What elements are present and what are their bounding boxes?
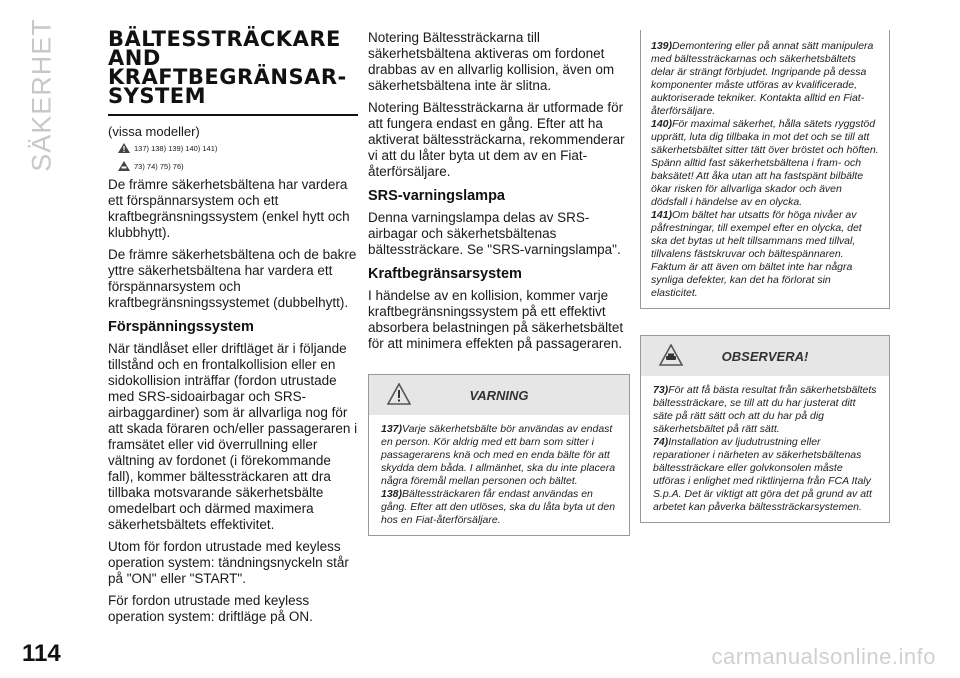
car-triangle-icon: [659, 344, 683, 366]
paragraph: Denna varningslampa delas av SRS-airbagar och säkerhetsbältenas bältessträckare. Se "SRS-varningslampa".: [368, 210, 621, 257]
title-line: SYSTEM: [108, 84, 207, 108]
title-line: AND: [108, 46, 161, 70]
observe-note: 73)För att få bästa resultat från säkerhetsbältets bältessträckare, se till att du har justerat ditt säte på rätt sätt och att du har på dig säkerhetsbältet på rätt sätt.: [653, 384, 877, 435]
observe-refs: [118, 161, 358, 171]
paragraph: De främre säkerhetsbältena och de bakre yttre säkerhetsbältena har vardera ett förspännarsystem och kraftbegränsningssystemet (dubbelhytt).: [108, 247, 357, 310]
observe-body: [641, 376, 889, 522]
page-title: [108, 27, 358, 116]
observe-note: 74)Installation av ljudutrustning eller reparationer i närheten av säkerhetsbältenas bältessträckare eller golvkonsolen måste utföras i enlighet med riktlinjerna från FCA Italy S.p.A. Det är viktigt att göra det på grund av att arbetet kan påverka bältessträckarsystemen.: [653, 436, 872, 513]
column-3: [640, 30, 890, 523]
warning-refs-text: 137) 138) 139) 140) 141): [134, 143, 218, 153]
warning-note: 140)För maximal säkerhet, hålla sätets ryggstöd upprätt, luta dig tillbaka in mot det och se till att säkerhetsbältet sitter tätt över bröstet och höften. Spänn alltid fast säkerhetsbältena i fram- och baksätet! Att åka utan att ha fastspänt bilbälte ökar risken för allvarliga skador och även dödsfall i händelse av en olycka.: [651, 118, 879, 208]
title-line: KRAFTBEGRÄNSAR-: [108, 65, 347, 89]
observe-title: OBSERVERA!: [721, 348, 809, 364]
warning-note: 139)Demontering eller på annat sätt manipulera med bältessträckarnas och säkerhetsbältets delar är strängt förbjudet. Ingripande på dessa komponenter måste utföras av kvalificerade, auktoriserade tekniker. Kontakta alltid en Fiat-återförsäljare.: [651, 40, 874, 117]
page-number: 114: [22, 640, 61, 667]
observe-header: [641, 336, 889, 376]
paragraph: Notering Bältessträckarna är utformade för att fungera endast en gång. Efter att ha aktiverat bältessträckarna, rekommenderar vi att du låter byta ut dem av en Fiat-återförsäljare.: [368, 100, 625, 179]
warning-refs: [118, 143, 358, 153]
warning-body: [369, 415, 629, 535]
column-2: [368, 30, 630, 536]
watermark: carmanualsonline.info: [711, 644, 936, 669]
column-1: [108, 27, 358, 625]
warning-triangle-icon: [387, 383, 411, 405]
paragraph: Notering Bältessträckarna till säkerhetsbältena aktiveras om fordonet drabbas av en allvarlig kollision, även om säkerhetsbältena inte är slitna.: [368, 30, 615, 93]
warning-box: [368, 374, 630, 536]
observe-box: [640, 335, 890, 523]
subheading-srs-lamp: SRS-varningslampa: [368, 188, 505, 204]
model-note: (vissa modeller): [108, 124, 200, 139]
paragraph: I händelse av en kollision, kommer varje kraftbegränsningssystem på ett effektivt absorbera belastningen på säkerhetsbältet för att minimera effekten på passageraren.: [368, 288, 624, 351]
section-label: SÄKERHET: [26, 18, 57, 172]
subheading-force-limiter: Kraftbegränsarsystem: [368, 266, 522, 282]
warning-triangle-icon: [118, 143, 130, 153]
paragraph: De främre säkerhetsbältena har vardera ett förspännarsystem och ett kraftbegränsningssystem (enkel hytt och klubbhytt).: [108, 177, 350, 240]
warning-note: 138)Bältessträckaren får endast användas en gång. Efter att den utlöses, ska du låta byta ut den hos en Fiat-återförsäljare.: [381, 488, 616, 526]
warning-header: [369, 375, 629, 415]
paragraph: När tändlåset eller driftläget är i följande tillstånd och en frontalkollision eller en sidokollision inträffar (fordon utrustade med SRS-sidoairbagar och SRS-airbaggardiner) som är allvarliga nog för att skada föraren och/eller passageraren i framsätet eller vid överrullning eller vältning av fordonet (i förekommande fall), kommer bältessträckaren att dra tillbaka motsvarande säkerhetsbälte omedelbart och därmed maximera säkerhetsbältets effektivitet.: [108, 341, 358, 532]
warning-continued: [640, 30, 890, 309]
paragraph: För fordon utrustade med keyless operation system: driftläge på ON.: [108, 593, 313, 624]
warning-title: VARNING: [469, 387, 529, 403]
title-line: BÄLTESSTRÄCKARE: [108, 27, 341, 51]
warning-note: 137)Varje säkerhetsbälte bör användas av endast en person. Kör aldrig med ett barn som sitter i passagerarens knä och med en enda bälte för att skydda dem båda. I allmänhet, ska du inte placera några föremål mellan personen och bältet.: [381, 423, 616, 487]
subheading-pretensioner: Förspänningssystem: [108, 319, 254, 335]
warning-note: 141)Om bältet har utsatts för höga nivåer av påfrestningar, till exempel efter en olycka, det ska det bytas ut helt tillsammans med tillval, tillvalens fästskruvar och bältespännaren. Faktum är att även om bältet inte har några synliga defekter, kan det ha förlorat sin elasticitet.: [651, 209, 862, 299]
paragraph: Utom för fordon utrustade med keyless operation system: tändningsnyckeln står på "ON" eller "START".: [108, 539, 349, 586]
car-triangle-icon: [118, 161, 130, 171]
observe-refs-text: 73) 74) 75) 76): [134, 161, 184, 171]
